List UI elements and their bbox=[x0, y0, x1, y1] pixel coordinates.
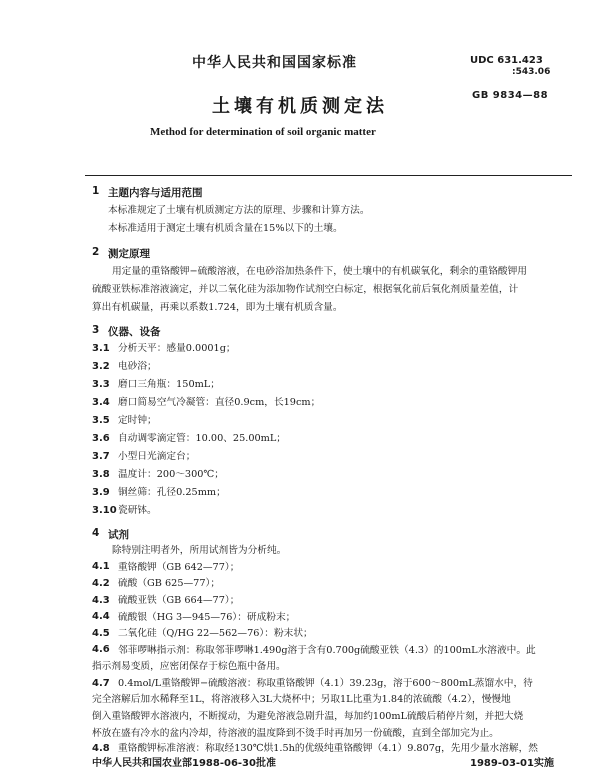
item-number: 3.6 bbox=[92, 433, 110, 444]
item-4-7-line: 0.4mol/L重铬酸钾−硫酸溶液：称取重铬酸钾（4.1）39.23g，溶于600～800mL蒸馏水中，待 bbox=[118, 677, 533, 689]
section-1-number: 1 bbox=[92, 185, 100, 197]
item-number: 3.1 bbox=[92, 343, 110, 354]
item-4-7-line: 倒入重铬酸钾水溶液内，不断搅动，为避免溶液急剧升温，每加约100mL硫酸后稍停片刻，并把大烧 bbox=[92, 711, 524, 723]
item-4-8-line: 重铬酸钾标准溶液：称取经130℃烘1.5h的优级纯重铬酸钾（4.1）9.807g，先用少量水溶解，然 bbox=[118, 743, 538, 755]
item-4-6-line: 邻菲啰啉指示剂：称取邻菲啰啉1.490g溶于含有0.700g硫酸亚铁（4.3）的100mL水溶液中。此 bbox=[118, 644, 536, 656]
section-1-paragraph: 本标准规定了土壤有机质测定方法的原理、步骤和计算方法。 bbox=[108, 205, 370, 216]
section-4-title: 试剂 bbox=[108, 529, 129, 542]
section-2-line: 算出有机碳量，再乘以系数1.724，即为土壤有机质含量。 bbox=[92, 302, 343, 313]
item-number: 3.5 bbox=[92, 415, 110, 426]
item-number: 4.7 bbox=[92, 677, 110, 689]
list-item: 重铬酸钾（GB 642—77）； bbox=[118, 561, 240, 573]
item-number: 3.2 bbox=[92, 361, 110, 372]
item-4-7-line: 完全溶解后加水稀释至1L，将溶液移入3L大烧杯中；另取1L比重为1.84的浓硫酸（4.2），慢慢地 bbox=[92, 694, 511, 706]
footer-effective-date: 1989-03-01实施 bbox=[470, 758, 554, 770]
item-number: 4.3 bbox=[92, 594, 110, 606]
udc-code-suffix: :543.06 bbox=[512, 67, 551, 77]
item-number: 3.4 bbox=[92, 397, 110, 408]
list-item: 电砂浴； bbox=[118, 361, 157, 372]
list-item: 瓷研钵。 bbox=[118, 505, 157, 516]
section-3-title: 仪器、设备 bbox=[108, 326, 161, 338]
list-item: 温度计：200～300℃； bbox=[118, 469, 224, 480]
list-item: 硫酸亚铁（GB 664—77）； bbox=[118, 594, 240, 606]
list-item: 硫酸（GB 625—77）； bbox=[118, 578, 221, 590]
item-number: 3.3 bbox=[92, 379, 110, 390]
section-4-number: 4 bbox=[92, 527, 100, 540]
item-number: 3.8 bbox=[92, 469, 110, 480]
item-number: 3.7 bbox=[92, 451, 110, 462]
standard-title: 中华人民共和国国家标准 bbox=[192, 55, 357, 71]
list-item: 定时钟； bbox=[118, 415, 157, 426]
list-item: 分析天平：感量0.0001g； bbox=[118, 343, 236, 354]
section-2-line: 硫酸亚铁标准溶液滴定，并以二氧化硅为添加物作试剂空白标定，根据氧化前后氧化剂质量差值，计 bbox=[92, 284, 519, 295]
list-item: 铜丝筛：孔径0.25mm； bbox=[118, 487, 226, 498]
list-item: 二氧化硅（Q/HG 22—562—76）：粉末状； bbox=[118, 628, 313, 640]
document-title-english: Method for determination of soil organic matter bbox=[150, 126, 376, 138]
section-1-paragraph: 本标准适用于测定土壤有机质含量在15%以下的土壤。 bbox=[108, 223, 343, 234]
udc-code: UDC 631.423 bbox=[470, 55, 543, 66]
item-number: 3.10 bbox=[92, 505, 117, 516]
section-3-number: 3 bbox=[92, 324, 100, 336]
item-number: 4.6 bbox=[92, 644, 110, 656]
item-number: 4.8 bbox=[92, 743, 110, 755]
list-item: 小型日光滴定台； bbox=[118, 451, 196, 462]
item-4-6-line: 指示剂易变质，应密闭保存于棕色瓶中备用。 bbox=[92, 661, 286, 673]
item-number: 4.1 bbox=[92, 561, 110, 573]
section-2-number: 2 bbox=[92, 246, 100, 258]
section-2-title: 测定原理 bbox=[108, 248, 150, 260]
list-item: 磨口三角瓶：150mL； bbox=[118, 379, 220, 390]
item-4-7-line: 杯放在盛有冷水的盆内冷却，待溶液的温度降到不烫手时再加另一份硫酸，直到全部加完为止。 bbox=[92, 727, 499, 739]
document-title: 土壤有机质测定法 bbox=[212, 96, 388, 117]
section-4-intro: 除特别注明者外，所用试剂皆为分析纯。 bbox=[112, 545, 287, 557]
item-number: 4.5 bbox=[92, 627, 110, 639]
footer-approval: 中华人民共和国农业部1988-06-30批准 bbox=[92, 758, 276, 770]
list-item: 磨口简易空气冷凝管：直径0.9cm，长19cm； bbox=[118, 397, 321, 408]
item-number: 4.4 bbox=[92, 611, 110, 623]
item-number: 4.2 bbox=[92, 578, 110, 590]
list-item: 自动调零滴定管：10.00、25.00mL； bbox=[118, 433, 286, 444]
section-2-line: 用定量的重铬酸钾−硫酸溶液，在电砂浴加热条件下，使土壤中的有机碳氧化，剩余的重铬酸钾用 bbox=[112, 266, 527, 277]
item-number: 3.9 bbox=[92, 487, 110, 498]
section-1-title: 主题内容与适用范围 bbox=[108, 187, 203, 199]
gb-number: GB 9834—88 bbox=[472, 90, 549, 101]
list-item: 硫酸银（HG 3—945—76）：研成粉末； bbox=[118, 611, 296, 623]
header-rule bbox=[85, 175, 572, 176]
